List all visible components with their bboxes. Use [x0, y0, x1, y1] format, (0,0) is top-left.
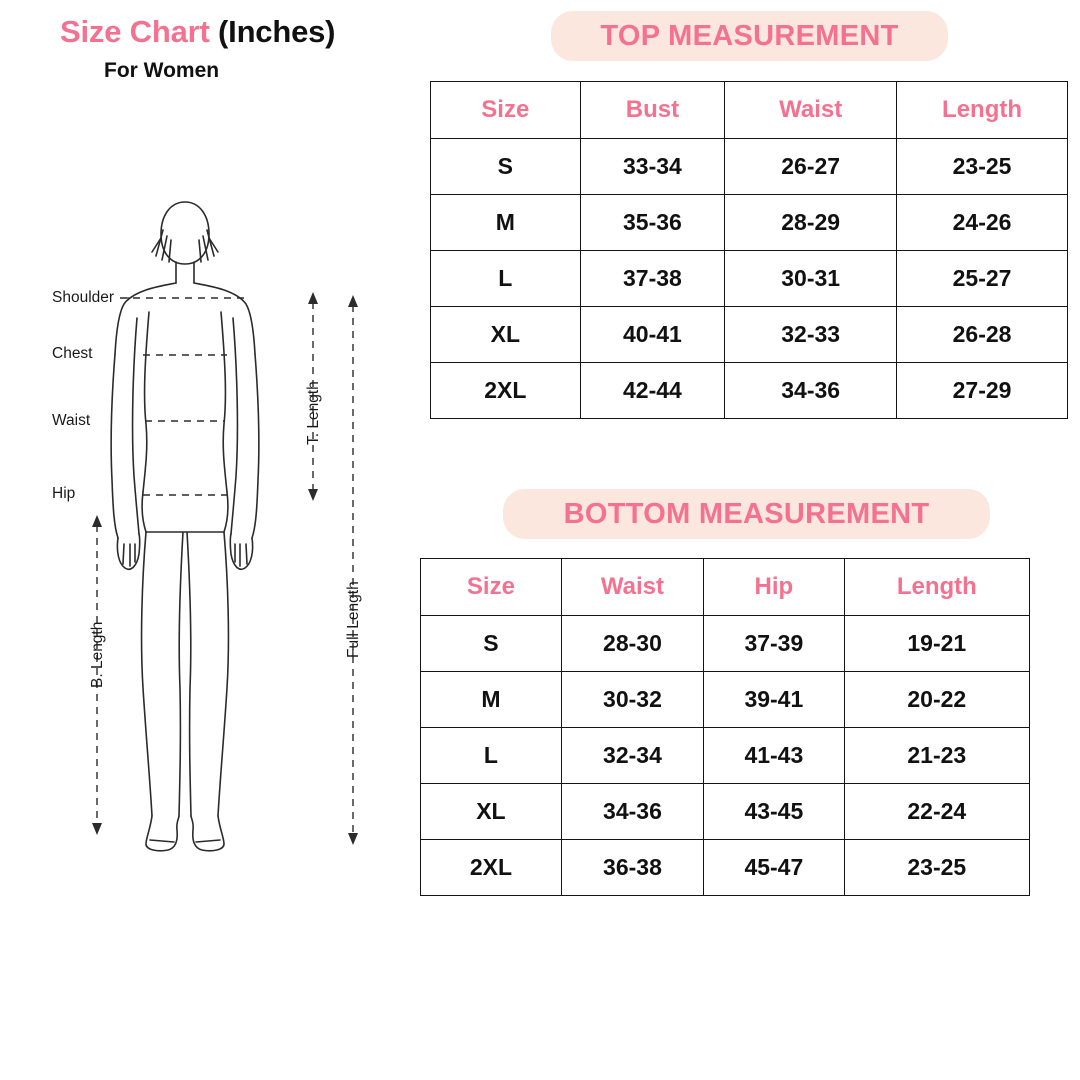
cell-length: 19-21 — [844, 616, 1029, 672]
cell-length: 26-28 — [897, 307, 1068, 363]
top-measurement-table — [430, 81, 1068, 419]
right-panel — [420, 0, 1080, 1080]
cell-bust: 40-41 — [580, 307, 725, 363]
cell-hip: 37-39 — [704, 616, 845, 672]
column-header-length: Length — [844, 559, 1029, 616]
table-row — [421, 672, 1030, 728]
column-header-bust: Bust — [580, 82, 725, 139]
cell-bust: 37-38 — [580, 251, 725, 307]
cell-waist: 34-36 — [725, 363, 897, 419]
cell-waist: 30-31 — [725, 251, 897, 307]
cell-size: L — [421, 728, 562, 784]
label-t-length: T. Length — [305, 381, 322, 445]
label-chest: Chest — [52, 345, 93, 362]
table-row — [421, 728, 1030, 784]
cell-size: 2XL — [421, 840, 562, 896]
cell-bust: 35-36 — [580, 195, 725, 251]
column-header-length: Length — [897, 82, 1068, 139]
column-header-hip: Hip — [704, 559, 845, 616]
cell-waist: 30-32 — [561, 672, 703, 728]
table-row — [431, 363, 1068, 419]
table-row — [431, 307, 1068, 363]
cell-length: 25-27 — [897, 251, 1068, 307]
cell-hip: 41-43 — [704, 728, 845, 784]
cell-waist: 28-29 — [725, 195, 897, 251]
table-header-row — [431, 82, 1068, 139]
cell-hip: 43-45 — [704, 784, 845, 840]
page-title — [60, 14, 420, 83]
column-header-size: Size — [421, 559, 562, 616]
column-header-waist: Waist — [561, 559, 703, 616]
table-row — [421, 616, 1030, 672]
cell-length: 22-24 — [844, 784, 1029, 840]
cell-waist: 32-34 — [561, 728, 703, 784]
cell-length: 20-22 — [844, 672, 1029, 728]
body-diagram — [0, 140, 420, 900]
cell-bust: 42-44 — [580, 363, 725, 419]
top-measurement-banner — [551, 11, 948, 61]
bottom-measurement-banner — [503, 489, 990, 539]
label-shoulder: Shoulder — [52, 289, 115, 306]
cell-size: S — [431, 139, 581, 195]
cell-size: XL — [431, 307, 581, 363]
cell-waist: 34-36 — [561, 784, 703, 840]
cell-bust: 33-34 — [580, 139, 725, 195]
column-header-waist: Waist — [725, 82, 897, 139]
cell-size: M — [421, 672, 562, 728]
top-measurement-banner-label: TOP MEASUREMENT — [600, 19, 899, 52]
cell-waist: 26-27 — [725, 139, 897, 195]
female-body-figure-icon — [0, 140, 420, 900]
cell-size: M — [431, 195, 581, 251]
label-full-length: Full Length — [345, 581, 362, 658]
title-units: (Inches) — [218, 14, 336, 49]
table-row — [431, 251, 1068, 307]
bottom-measurement-table — [420, 558, 1030, 896]
left-panel — [0, 0, 420, 1080]
cell-length: 23-25 — [844, 840, 1029, 896]
label-hip: Hip — [52, 485, 76, 502]
table-row — [431, 139, 1068, 195]
cell-length: 24-26 — [897, 195, 1068, 251]
table-header-row — [421, 559, 1030, 616]
table-row — [421, 784, 1030, 840]
column-header-size: Size — [431, 82, 581, 139]
cell-waist: 28-30 — [561, 616, 703, 672]
cell-hip: 45-47 — [704, 840, 845, 896]
cell-waist: 36-38 — [561, 840, 703, 896]
table-row — [421, 840, 1030, 896]
cell-waist: 32-33 — [725, 307, 897, 363]
cell-length: 21-23 — [844, 728, 1029, 784]
cell-length: 27-29 — [897, 363, 1068, 419]
bottom-measurement-banner-label: BOTTOM MEASUREMENT — [563, 497, 930, 530]
cell-size: L — [431, 251, 581, 307]
title-primary: Size Chart — [60, 14, 210, 49]
label-waist: Waist — [52, 412, 91, 429]
page-subtitle: For Women — [104, 59, 220, 82]
cell-length: 23-25 — [897, 139, 1068, 195]
cell-hip: 39-41 — [704, 672, 845, 728]
cell-size: XL — [421, 784, 562, 840]
table-row — [431, 195, 1068, 251]
cell-size: S — [421, 616, 562, 672]
cell-size: 2XL — [431, 363, 581, 419]
label-b-length: B. Length — [89, 621, 106, 688]
